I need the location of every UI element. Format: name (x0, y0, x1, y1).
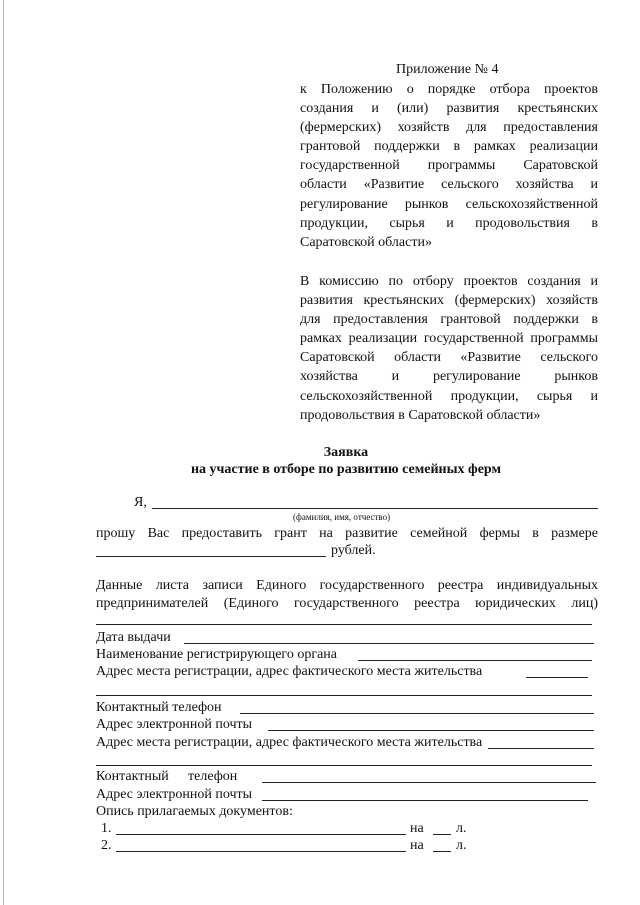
address-2-field[interactable] (488, 748, 594, 749)
page-edge (3, 0, 4, 905)
rubles-label: рублей. (331, 543, 376, 558)
fullname-field[interactable] (152, 508, 598, 509)
doc-2-field[interactable] (116, 851, 406, 852)
doc-1-sheets-field[interactable] (433, 834, 451, 835)
doc-2-on: на (410, 838, 424, 853)
address-1-field[interactable] (526, 677, 588, 678)
phone-2-label-a: Контактный (96, 769, 169, 784)
address-2-field-cont[interactable] (96, 765, 592, 766)
request-line: прошу Вас предоставить грант на развитие семейной фермы в размере (96, 526, 598, 541)
address-1-field-cont[interactable] (96, 695, 592, 696)
fullname-hint: (фамилия, имя, отчество) (293, 512, 391, 522)
application-subtitle: на участие в отборе по развитию семейных ферм (190, 462, 502, 477)
addressee-text: В комиссию по отбору проектов создания и развития крестьянских (фермерских) хозяйств для предоставления грантовой поддержки в рамках реализации государственной программы Саратовской области «Развитие сельского хозяйства и регулирование рынков сельскохозяйственной продукции, сырья и продовольствия в Саратовской области» (300, 274, 598, 423)
doc-2-sheets-field[interactable] (433, 851, 451, 852)
grant-amount-field[interactable] (96, 556, 326, 557)
email-2-label: Адрес электронной почты (96, 787, 253, 802)
appendix-text: к Положению о порядке отбора проектов создания и (или) развития крестьянских (фермерских) хозяйств для предоставления грантовой поддержки в рамках реализации государственной программы Саратовской области «Развитие сельского хозяйства и регулирование рынков сельскохозяйственной продукции, сырья и продовольствия в Саратовской области» (300, 82, 598, 250)
doc-1-field[interactable] (116, 834, 406, 835)
registering-body-field[interactable] (358, 660, 592, 661)
address-2-label: Адрес места регистрации, адрес фактического места жительства (96, 735, 483, 750)
i-label: Я, (134, 495, 147, 510)
phone-2-label-b: телефон (188, 769, 238, 784)
phone-1-field[interactable] (240, 713, 594, 714)
appendix-title: Приложение № 4 (396, 62, 499, 77)
registry-line-2: предпринимателей (Единого государственного реестра юридических лиц) (96, 596, 598, 611)
phone-2-field[interactable] (262, 782, 596, 783)
registering-body-label: Наименование регистрирующего органа (96, 647, 337, 662)
email-1-field[interactable] (268, 730, 594, 731)
doc-1-num: 1. (101, 821, 112, 836)
doc-1-sheets: л. (456, 821, 467, 836)
email-1-label: Адрес электронной почты (96, 717, 253, 732)
email-2-field[interactable] (262, 800, 588, 801)
issue-date-label: Дата выдачи (96, 630, 171, 645)
phone-1-label: Контактный телефон (96, 700, 222, 715)
issue-date-field[interactable] (184, 643, 594, 644)
doc-2-sheets: л. (456, 838, 467, 853)
application-title: Заявка (323, 445, 369, 460)
docs-title: Опись прилагаемых документов: (96, 804, 293, 819)
address-1-label: Адрес места регистрации, адрес фактического места жительства (96, 664, 483, 679)
doc-2-num: 2. (101, 838, 112, 853)
registry-line-1: Данные листа записи Единого государственного реестра индивидуальных (96, 578, 598, 593)
doc-1-on: на (410, 821, 424, 836)
registry-field[interactable] (96, 624, 592, 625)
